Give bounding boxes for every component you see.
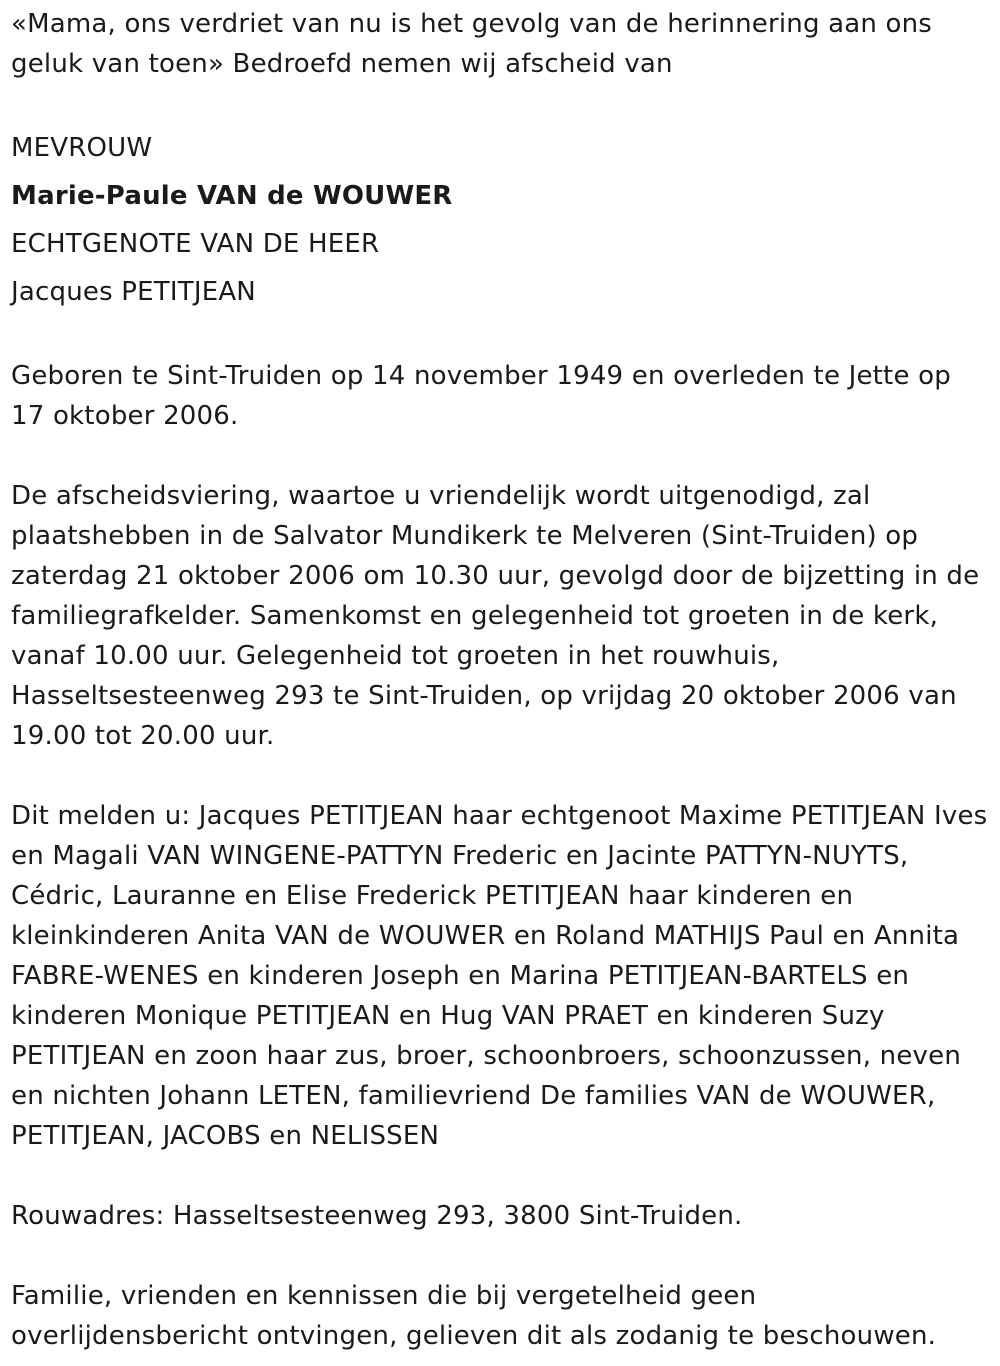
spacer <box>11 1236 991 1276</box>
deceased-name: Marie-Paule VAN de WOUWER <box>11 181 453 211</box>
ceremony-paragraph: De afscheidsviering, waartoe u vriendelijk wordt uitgenodigd, zal plaatshebben in de Salvator Mundikerk te Melveren (Sint-Truiden) op zaterdag 21 oktober 2006 om 10.30 uur, gevolgd door de bijzetting in de familiegrafkelder. Samenkomst en gelegenheid tot groeten in de kerk, vanaf 10.00 uur. Gelegenheid tot groeten in het rouwhuis, Hasseltsesteenweg 293 te Sint-Truiden, op vrijdag 20 oktober 2006 van 19.00 tot 20.00 uur. <box>11 481 980 751</box>
opening-quote: «Mama, ons verdriet van nu is het gevolg van de herinnering aan ons geluk van toen» Bedroefd nemen wij afscheid van <box>11 9 933 79</box>
spacer <box>11 84 991 124</box>
obituary-notice <box>11 4 991 1356</box>
title-line: MEVROUW <box>11 133 153 163</box>
spouse-name: Jacques PETITJEAN <box>11 277 256 307</box>
spacer <box>11 1156 991 1196</box>
spacer <box>11 316 991 356</box>
closing-paragraph: Familie, vrienden en kennissen die bij vergetelheid geen overlijdensbericht ontvingen, gelieven dit als zodanig te beschouwen. <box>11 1281 937 1351</box>
announcers-paragraph: Dit melden u: Jacques PETITJEAN haar echtgenoot Maxime PETITJEAN Ives en Magali VAN WINGENE-PATTYN Frederic en Jacinte PATTYN-NUYTS, Cédric, Lauranne en Elise Frederick PETITJEAN haar kinderen en kleinkinderen Anita VAN de WOUWER en Roland MATHIJS Paul en Annita FABRE-WENES en kinderen Joseph en Marina PETITJEAN-BARTELS en kinderen Monique PETITJEAN en Hug VAN PRAET en kinderen Suzy PETITJEAN en zoon haar zus, broer, schoonbroers, schoonzussen, neven en nichten Johann LETEN, familievriend De families VAN de WOUWER, PETITJEAN, JACOBS en NELISSEN <box>11 801 988 1151</box>
birth-death-paragraph: Geboren te Sint-Truiden op 14 november 1949 en overleden te Jette op 17 oktober 2006. <box>11 361 951 431</box>
spacer <box>11 436 991 476</box>
spacer <box>11 756 991 796</box>
spouse-line: ECHTGENOTE VAN DE HEER <box>11 229 380 259</box>
address-paragraph: Rouwadres: Hasseltsesteenweg 293, 3800 Sint-Truiden. <box>11 1201 743 1231</box>
